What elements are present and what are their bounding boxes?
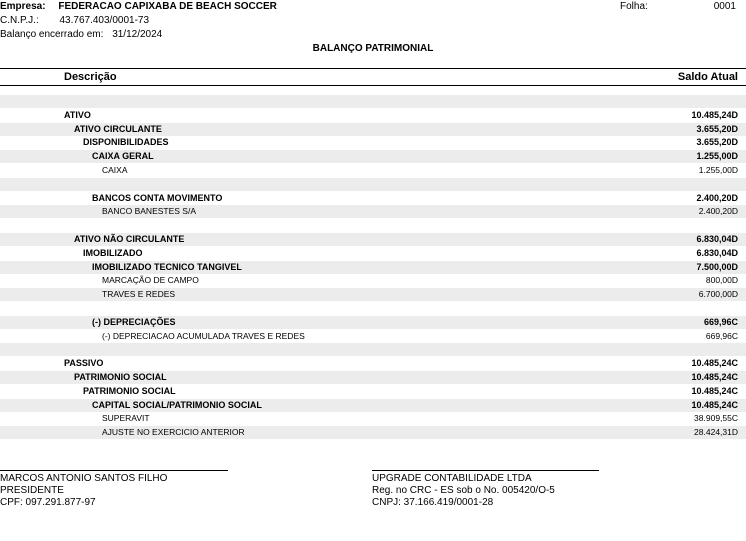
row-description: ATIVO NÃO CIRCULANTE (74, 234, 185, 244)
table-row (0, 371, 746, 384)
row-description: MARCAÇÃO DE CAMPO (102, 275, 199, 286)
signature-left-doc: CPF: 097.291.877-97 (0, 497, 96, 508)
table-row (0, 261, 746, 274)
row-saldo: 6.830,04D (696, 234, 738, 244)
row-description: CAPITAL SOCIAL/PATRIMONIO SOCIAL (92, 399, 262, 410)
signature-left (0, 473, 167, 509)
row-description: (-) DEPRECIACAO ACUMULADA TRAVES E REDES (102, 330, 305, 341)
row-saldo: 3.655,20D (696, 137, 738, 148)
row-description: PATRIMONIO SOCIAL (74, 372, 167, 382)
column-descricao: Descrição (64, 71, 117, 83)
row-description: ATIVO (64, 109, 91, 120)
signature-right-role: Reg. no CRC - ES sob o No. 005420/O-5 (372, 485, 555, 496)
header-rule-top (0, 68, 746, 69)
table-row (0, 247, 746, 260)
table-row (0, 412, 746, 425)
row-saldo: 2.400,20D (698, 206, 738, 217)
row-description: DISPONIBILIDADES (83, 137, 169, 148)
row-description: TRAVES E REDES (102, 289, 176, 300)
row-saldo: 3.655,20D (696, 123, 738, 134)
row-description: IMOBILIZADO TECNICO TANGIVEL (92, 261, 242, 272)
table-row (0, 192, 746, 205)
empresa-label: Empresa: (0, 1, 46, 12)
balanco-date: 31/12/2024 (112, 29, 163, 40)
balanco-label: Balanço encerrado em: (0, 29, 104, 40)
row-saldo: 38.909,55C (694, 413, 738, 424)
table-row-spacer (0, 178, 746, 191)
row-description: ATIVO CIRCULANTE (74, 123, 162, 134)
table-row (0, 274, 746, 287)
row-description: CAIXA (102, 165, 128, 175)
row-saldo: 800,00D (705, 275, 738, 286)
empresa-value: FEDERACAO CAPIXABA DE BEACH SOCCER (58, 1, 277, 12)
row-description: PASSIVO (64, 358, 104, 369)
report-title: BALANÇO PATRIMONIAL (312, 43, 434, 54)
folha-value: 0001 (713, 1, 736, 12)
signature-left-name: MARCOS ANTONIO SANTOS FILHO (0, 473, 168, 484)
signature-line-right (372, 470, 599, 471)
table-row (0, 164, 746, 177)
row-description: PATRIMONIO SOCIAL (83, 385, 176, 396)
table-row (0, 123, 746, 136)
row-saldo: 10.485,24C (691, 372, 738, 382)
table-row (0, 150, 746, 163)
row-description: (-) DEPRECIAÇÕES (92, 316, 176, 327)
table-row (0, 426, 746, 439)
table-row (0, 109, 746, 122)
table-row (0, 385, 746, 398)
row-saldo: 1.255,00D (698, 165, 738, 175)
table-row (0, 399, 746, 412)
signature-line-left (0, 470, 228, 471)
row-description: CAIXA GERAL (92, 151, 154, 162)
cnpj-label: C.N.P.J.: (0, 15, 39, 26)
row-saldo: 10.485,24C (691, 399, 738, 410)
row-saldo: 6.700,00D (698, 289, 738, 300)
row-saldo: 669,96C (705, 330, 738, 341)
folha-label: Folha: (620, 1, 648, 12)
row-saldo: 10.485,24C (691, 358, 738, 369)
column-saldo-atual: Saldo Atual (677, 71, 738, 83)
table-row (0, 233, 746, 246)
row-saldo: 10.485,24C (691, 385, 738, 396)
cnpj-value: 43.767.403/0001-73 (59, 15, 150, 26)
table-row (0, 357, 746, 370)
signature-right-name: UPGRADE CONTABILIDADE LTDA (372, 473, 532, 484)
row-saldo: 1.255,00D (696, 151, 738, 162)
empresa-line (0, 1, 277, 13)
table-row-spacer (0, 95, 746, 108)
table-row (0, 205, 746, 218)
table-row-spacer (0, 343, 746, 356)
row-description: BANCOS CONTA MOVIMENTO (92, 192, 223, 203)
table-row (0, 316, 746, 329)
table-row (0, 330, 746, 343)
balanco-line (0, 29, 162, 41)
signature-left-role: PRESIDENTE (0, 485, 64, 496)
row-description: IMOBILIZADO (83, 247, 143, 258)
table-row-spacer (0, 219, 746, 232)
row-description: SUPERAVIT (102, 413, 150, 424)
signature-right (372, 473, 555, 509)
row-saldo: 6.830,04D (696, 247, 738, 258)
cnpj-line (0, 15, 149, 27)
table-row-spacer (0, 302, 746, 315)
row-description: BANCO BANESTES S/A (102, 206, 196, 217)
table-row (0, 136, 746, 149)
table-row (0, 288, 746, 301)
column-header (0, 70, 746, 84)
header-rule-bottom (0, 85, 746, 86)
row-saldo: 28.424,31D (694, 427, 738, 438)
row-saldo: 669,96C (703, 316, 738, 327)
row-saldo: 10.485,24D (691, 109, 738, 120)
signature-right-doc: CNPJ: 37.166.419/0001-28 (372, 497, 494, 508)
row-saldo: 7.500,00D (696, 261, 738, 272)
row-description: AJUSTE NO EXERCICIO ANTERIOR (102, 427, 245, 438)
row-saldo: 2.400,20D (696, 192, 738, 203)
